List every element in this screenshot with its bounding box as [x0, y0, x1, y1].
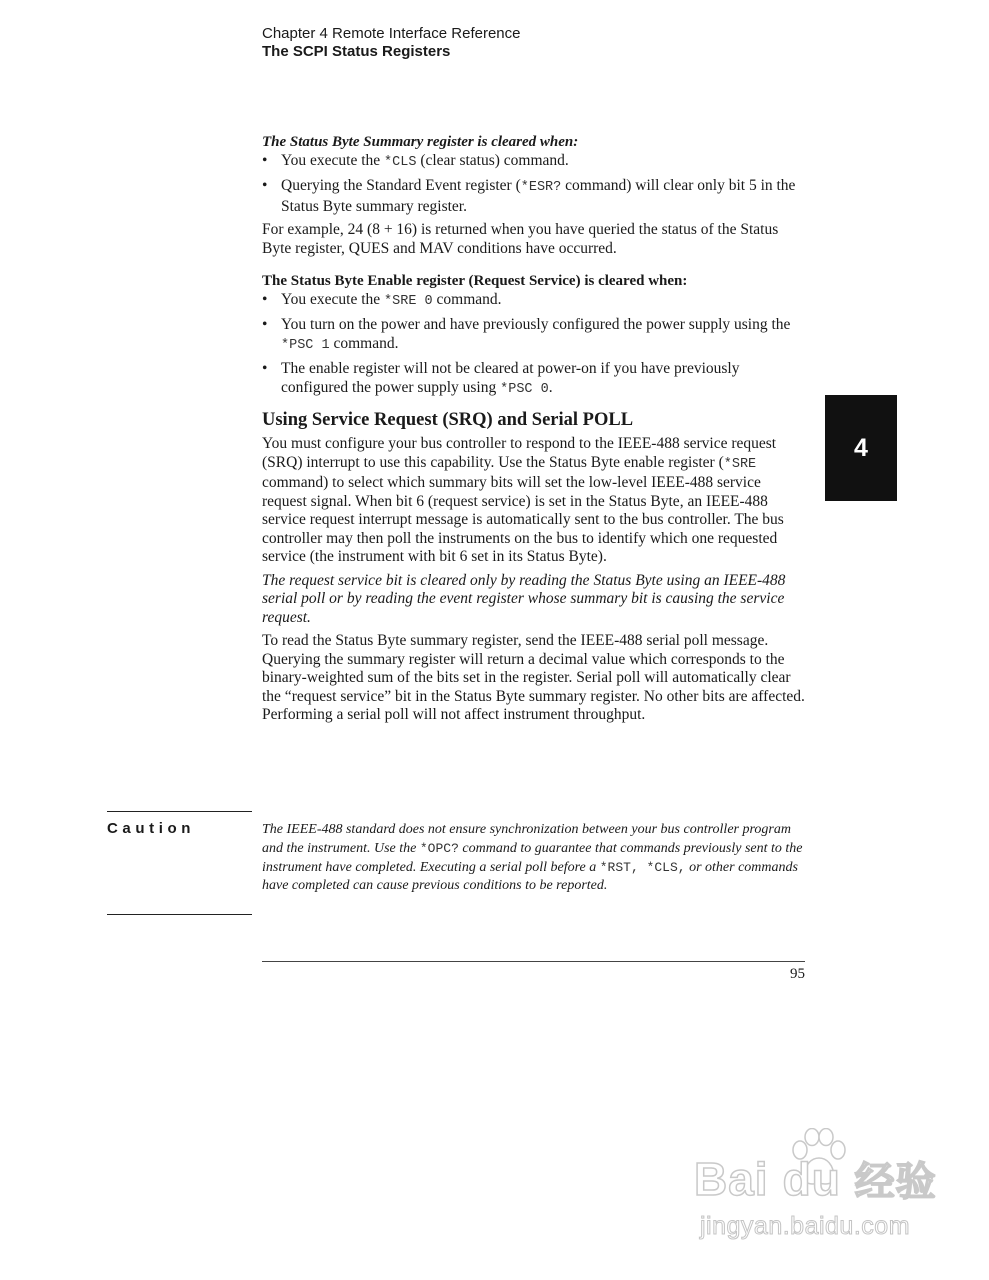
paragraph-text: command) to select which summary bits will set the low-level IEEE-488 service request signal. When bit 6 (request service) is set in the Status Byte, an IEEE-488 service request interrupt message is automatically sent to the bus controller. The bus controller may then poll the instruments on the bus to identify which one requested service (the instrument with bit 6 set in its Status Byte).	[262, 474, 784, 565]
bullet: •	[262, 151, 268, 169]
logo-text-cn: 经验	[854, 1160, 937, 1204]
list-item	[262, 177, 807, 216]
caution-top-rule	[107, 811, 252, 812]
caution-text-part: The IEEE-488 standard does not ensure synchronization between your bus controller program and the instrument. Use the	[262, 822, 791, 856]
caution-bottom-rule	[107, 914, 252, 915]
watermark	[690, 1128, 945, 1258]
command-code: *PSC 0	[500, 381, 549, 397]
watermark-url: jingyan.baidu.com	[700, 1212, 911, 1240]
caution-text-part: command to guarantee that commands previously sent to the instrument have completed. Executing a serial poll before a	[262, 840, 803, 875]
page-number: 95	[790, 966, 805, 982]
example-paragraph: For example, 24 (8 + 16) is returned when you have queried the status of the Status Byte register, QUES and MAV conditions have occurred.	[262, 221, 779, 257]
command-code: *SRE 0	[384, 293, 433, 309]
srq-paragraph-1	[262, 435, 807, 567]
list-item	[262, 360, 807, 399]
status-byte-summary-heading: The Status Byte Summary register is cleared when:	[262, 134, 579, 150]
command-code: *RST, *CLS,	[599, 859, 686, 875]
chapter-tab: 4	[825, 395, 897, 501]
srq-section-title: Using Service Request (SRQ) and Serial POLL	[262, 410, 634, 430]
bullet: •	[262, 290, 268, 308]
main-content	[262, 133, 807, 725]
list-item	[262, 291, 807, 312]
item-text: command.	[432, 290, 502, 308]
section-title: The SCPI Status Registers	[262, 43, 451, 60]
caution-label: Caution	[107, 820, 196, 837]
status-byte-enable-heading: The Status Byte Enable register (Request Service) is cleared when:	[262, 273, 688, 289]
status-byte-enable-list	[262, 291, 807, 400]
watermark-logo	[694, 1150, 937, 1207]
item-text: You turn on the power and have previously configured the power supply using the	[281, 316, 791, 333]
footer-rule	[262, 961, 805, 962]
running-header	[262, 25, 520, 61]
bullet: •	[262, 177, 268, 194]
logo-text: du	[782, 1153, 841, 1205]
item-text: The enable register will not be cleared at power-on if you have previously configured the power supply using	[281, 360, 740, 396]
caution-text-part: or other commands have completed can cause previous conditions to be reported.	[262, 859, 798, 894]
srq-paragraph-2: To read the Status Byte summary register, send the IEEE-488 serial poll message. Querying the summary register will return a decimal value which corresponds to the binary-weighted sum of the bits set in the register. Serial poll will automatically clear the “request service” bit in the Status Byte summary register. No other bits are affected. Performing a serial poll will not affect instrument throughput.	[262, 632, 805, 723]
srq-note: The request service bit is cleared only by reading the Status Byte using an IEEE-488 serial poll or by reading the event register whose summary bit is causing the service request.	[262, 571, 786, 626]
bullet: •	[262, 360, 268, 377]
command-code: *PSC 1	[281, 337, 330, 353]
chapter-title: Chapter 4 Remote Interface Reference	[262, 25, 521, 42]
item-text: You execute the	[281, 151, 385, 169]
status-byte-summary-list	[262, 152, 807, 217]
paragraph-text: You must configure your bus controller to respond to the IEEE-488 service request (SRQ) interrupt to use this capability. Use the Status Byte enable register (	[262, 435, 777, 471]
item-text: .	[548, 378, 553, 396]
command-code: *CLS	[384, 154, 417, 170]
command-code: *ESR?	[520, 180, 562, 195]
command-code: *OPC?	[419, 840, 459, 856]
command-code: *SRE	[723, 456, 757, 472]
item-text: Querying the Standard Event register (	[281, 177, 521, 194]
list-item	[262, 152, 807, 173]
item-text: command.	[329, 334, 399, 352]
item-text: (clear status) command.	[416, 151, 569, 169]
item-text: command) will clear only bit 5 in the Status Byte summary register.	[281, 177, 796, 215]
bullet: •	[262, 316, 268, 333]
caution-text	[262, 821, 807, 896]
item-text: You execute the	[281, 290, 385, 308]
logo-text: Bai	[694, 1153, 769, 1205]
list-item	[262, 316, 807, 355]
